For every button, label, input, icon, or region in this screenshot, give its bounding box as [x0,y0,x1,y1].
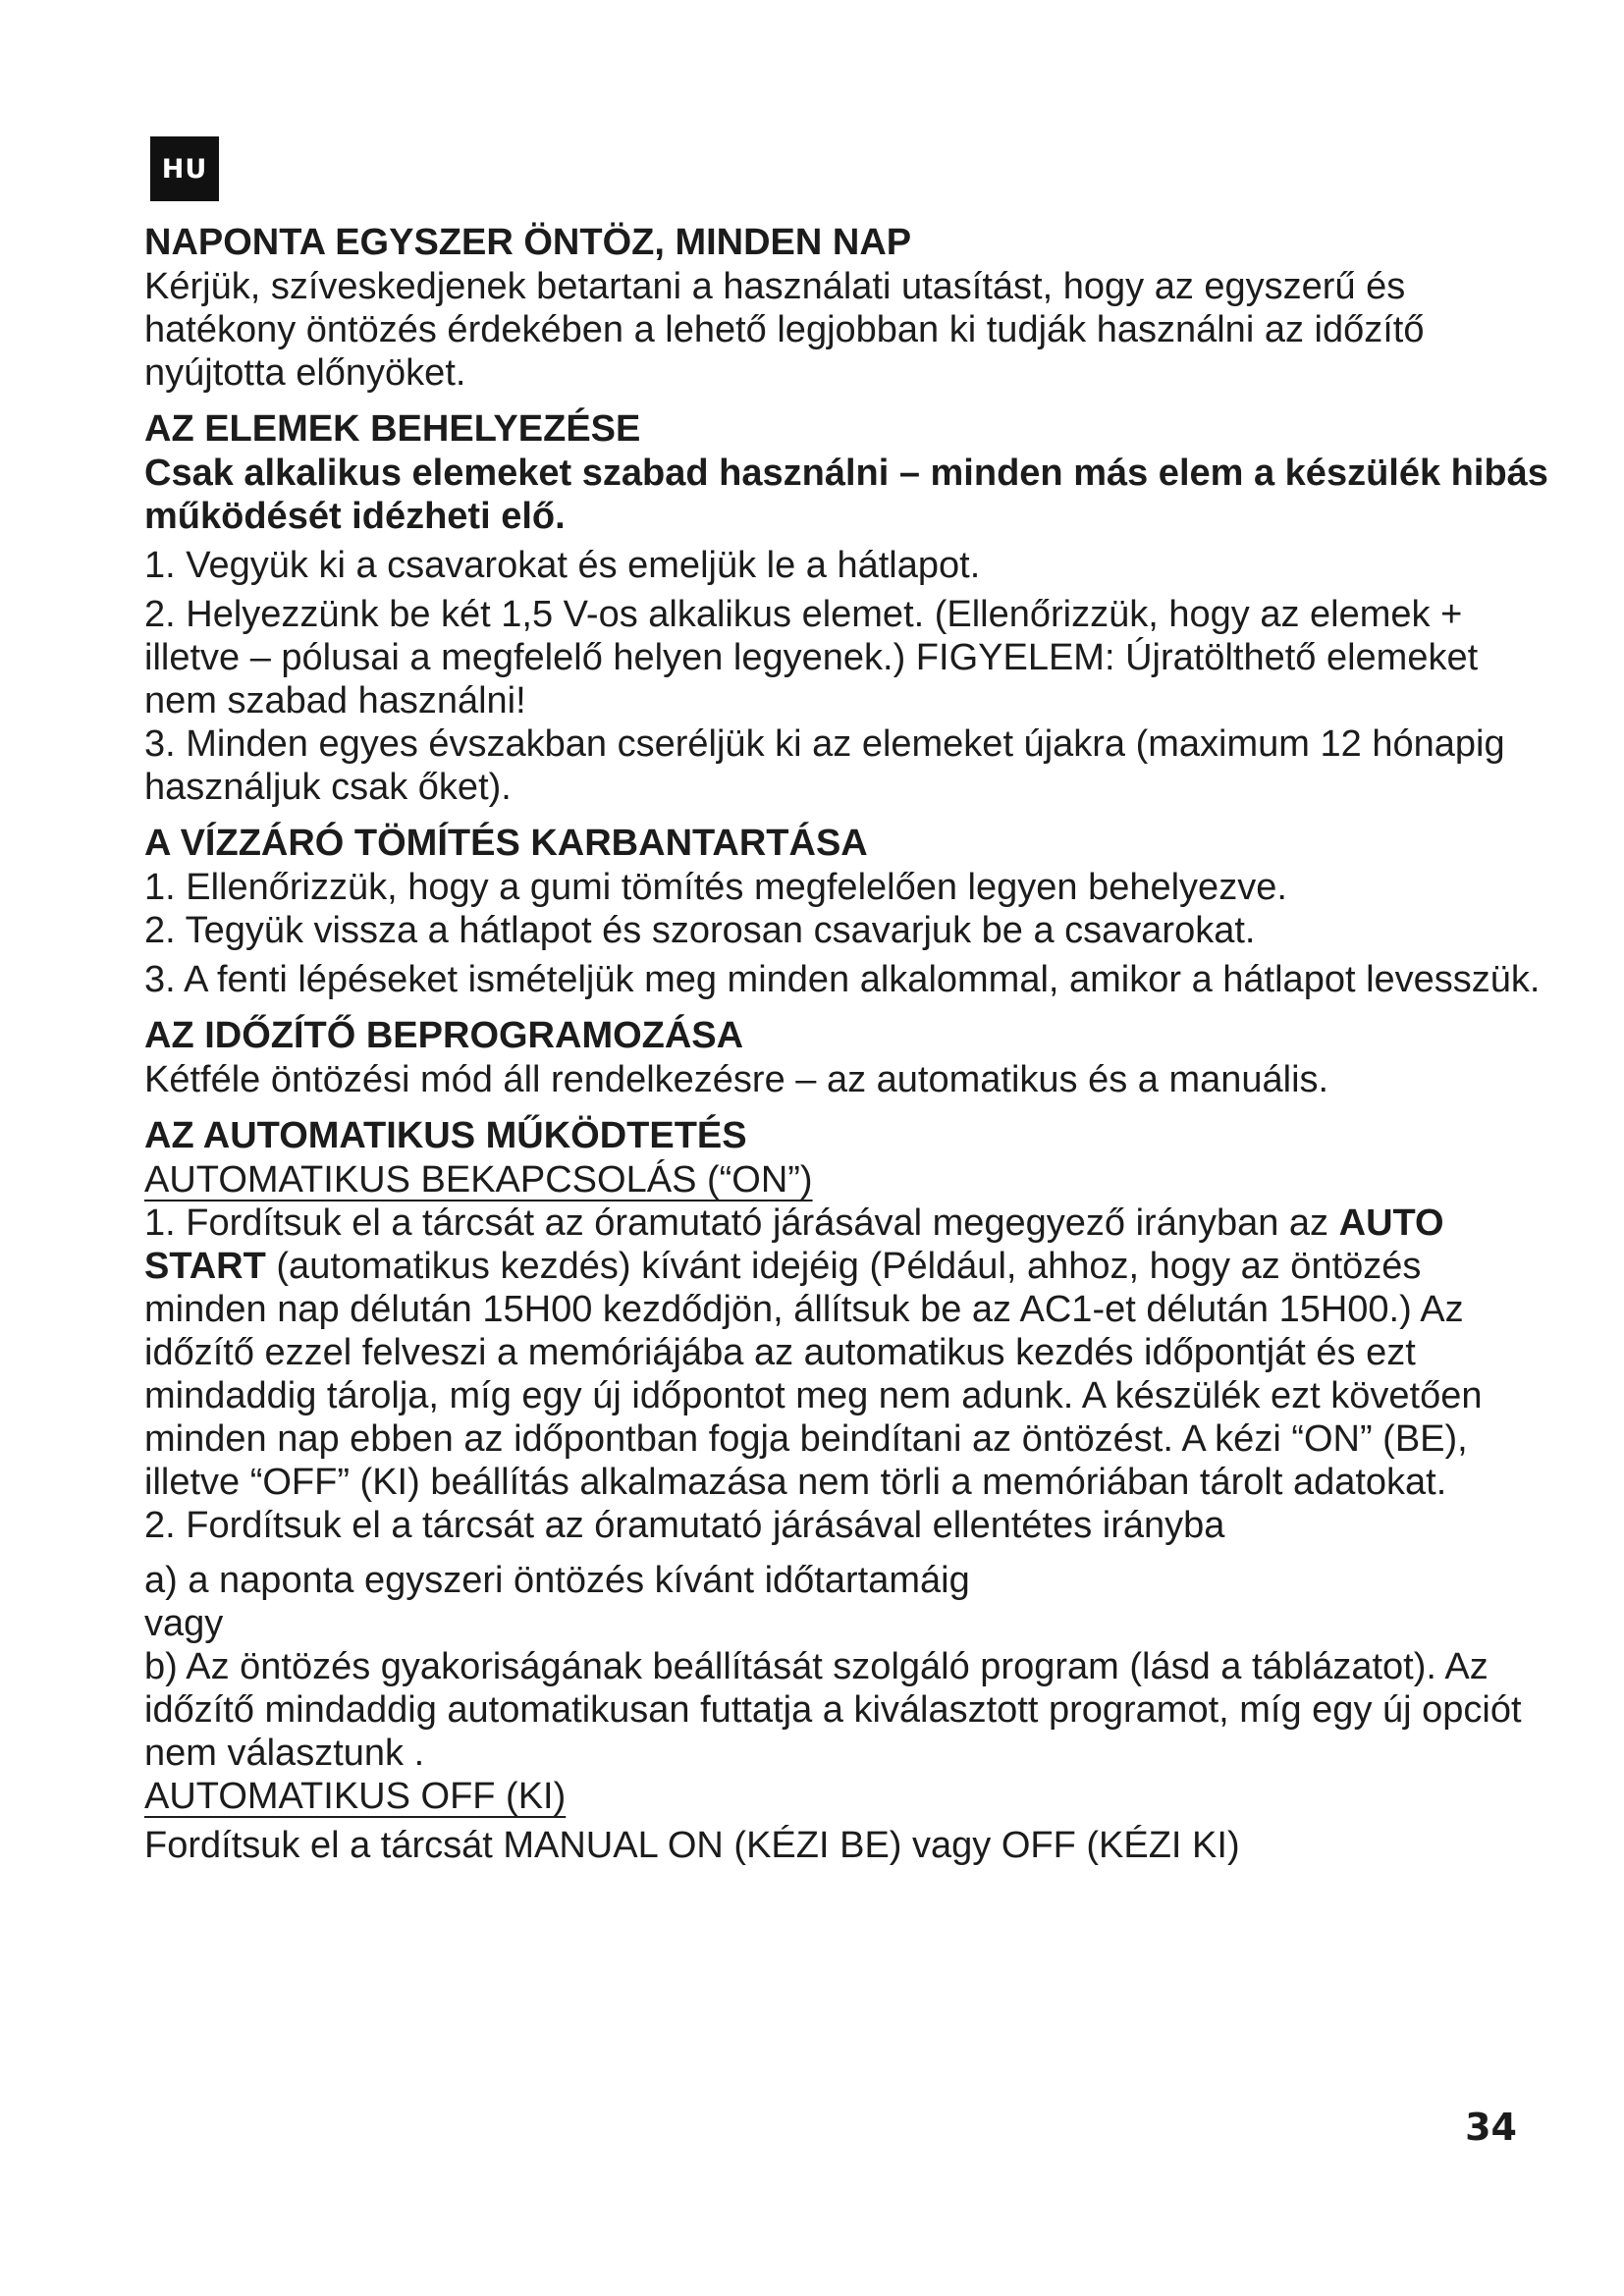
auto-step-1-lead: 1. Fordítsuk el a tárcsát az óramutató járásával megegyező irányban az [144,1202,1339,1244]
timer-modes-paragraph: Kétféle öntözési mód áll rendelkezésre – az automatikus és a manuális. [144,1059,1329,1100]
heading-seal-maintenance: A VÍZZÁRÓ TÖMÍTÉS KARBANTARTÁSA [144,823,868,864]
automatic-off-instruction: Fordítsuk el a tárcsát MANUAL ON (KÉZI BE) vagy OFF (KÉZI KI) [144,1825,1240,1866]
intro-paragraph: Kérjük, szíveskedjenek betartani a használati utasítást, hogy az egyszerű és hatékony öntözés érdekében a lehető legjobban ki tudják használni az időzítő nyújtotta előnyöket. [144,266,1425,394]
subheading-automatic-off: AUTOMATIKUS OFF (KI) [144,1776,567,1817]
auto-option-a: a) a naponta egyszeri öntözés kívánt időtartamáig [144,1560,970,1601]
auto-start-label: AUTO START [144,1202,1444,1287]
heading-timer-programming: AZ IDŐZÍTŐ BEPROGRAMOZÁSA [144,1015,744,1056]
auto-option-b: b) Az öntözés gyakoriságának beállítását szolgáló program (lásd a táblázatot). Az időzítő mindaddig automatikusan futtatja a kiválasztott programot, míg egy új opciót nem választunk . [144,1646,1522,1774]
heading-battery-install: AZ ELEMEK BEHELYEZÉSE [144,408,641,450]
auto-step-1-rest: (automatikus kezdés) kívánt idejéig (Például, ahhoz, hogy az öntözés minden nap délután 15H00 kezdődjön, állítsuk be az AC1-et délután 15H00.) Az időzítő ezzel felveszi a memóriájába az automatikus kezdés időpontját és ezt mindaddig tárolja, míg egy új időpontot meg nem adunk. A készülék ezt követően minden nap ebben az időpontban fogja beindítani az öntözést. A kézi “ON” (BE), illetve “OFF” (KI) beállítás alkalmazása nem törli a memóriában tárolt adatokat. [144,1246,1483,1503]
battery-step-1: 1. Vegyük ki a csavarokat és emeljük le a hátlapot. [144,545,981,586]
seal-step-3: 3. A fenti lépéseket ismételjük meg minden alkalommal, amikor a hátlapot levesszük. [144,959,1541,1000]
heading-daily-watering: NAPONTA EGYSZER ÖNTÖZ, MINDEN NAP [144,222,912,263]
seal-step-2: 2. Tegyük vissza a hátlapot és szorosan csavarjuk be a csavarokat. [144,910,1256,951]
language-badge: HU [150,136,219,201]
auto-step-2: 2. Fordítsuk el a tárcsát az óramutató járásával ellentétes irányba [144,1505,1225,1546]
auto-step-1 [144,1201,1548,1504]
seal-step-1: 1. Ellenőrizzük, hogy a gumi tömítés megfelelően legyen behelyezve. [144,867,1287,908]
battery-step-2: 2. Helyezzünk be két 1,5 V-os alkalikus elemet. (Ellenőrizzük, hogy az elemek + illetve – pólusai a megfelelő helyen legyenek.) FIGYELEM: Újratölthető elemeket nem szabad használni! [144,594,1479,721]
auto-or: vagy [144,1603,224,1644]
document-body [144,220,1548,1867]
battery-warning: Csak alkalikus elemeket szabad használni – minden más elem a készülék hibás működését idézheti elő. [144,453,1548,537]
page-number: 34 [1465,2106,1517,2149]
battery-step-3: 3. Minden egyes évszakban cseréljük ki az elemeket újakra (maximum 12 hónapig használjuk csak őket). [144,723,1505,808]
subheading-automatic-on: AUTOMATIKUS BEKAPCSOLÁS (“ON”) [144,1159,813,1201]
heading-automatic-operation: AZ AUTOMATIKUS MŰKÖDTETÉS [144,1115,747,1156]
